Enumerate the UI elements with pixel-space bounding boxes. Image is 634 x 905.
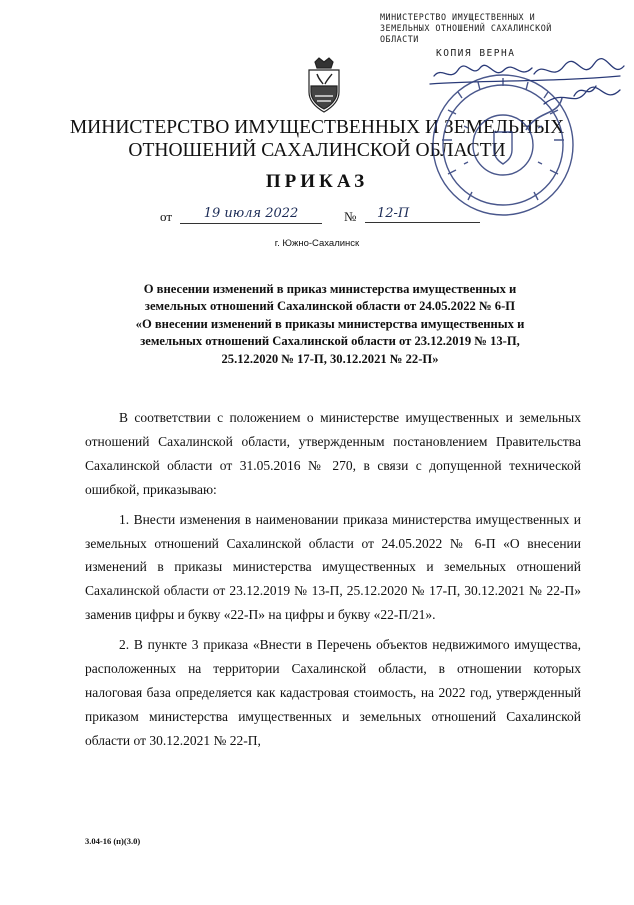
- order-body: [85, 406, 581, 753]
- stamp-line: ЗЕМЕЛЬНЫХ ОТНОШЕНИЙ САХАЛИНСКОЙ: [380, 23, 552, 33]
- order-subject: [100, 281, 560, 368]
- subject-line: О внесении изменений в приказ министерства имущественных и: [143, 282, 517, 296]
- coat-of-arms-emblem: [299, 56, 349, 114]
- ministry-name-line: ОТНОШЕНИЙ САХАЛИНСКОЙ ОБЛАСТИ: [128, 140, 506, 161]
- from-label: от: [160, 209, 173, 224]
- preamble-paragraph: В соответствии с положением о министерстве имущественных и земельных отношений Сахалинской области, утвержденным постановлением Правительства Сахалинской области от 31.05.2016 № 270, в связи с допущенной технической ошибкой, приказываю:: [85, 410, 581, 497]
- order-date-number: [160, 206, 500, 228]
- subject-line: земельных отношений Сахалинской области от 24.05.2022 № 6-П: [144, 299, 516, 314]
- ministry-stamp: [380, 12, 620, 45]
- city-line: г. Южно-Сахалинск: [274, 238, 360, 249]
- item-2-paragraph: 2. В пункте 3 приказа «Внести в Перечень объектов недвижимого имущества, расположенных на территории Сахалинской области, в отношении которых налоговая база определяется как кадастровая стоимость, на 2022 год, утвержденный приказом министерства имущественных и земельных отношений Сахалинской области от 30.12.2021 № 22-П,: [85, 637, 581, 748]
- copy-verified-label: КОПИЯ ВЕРНА: [436, 48, 516, 59]
- order-date: 19 июля 2022: [180, 206, 322, 224]
- subject-line: «О внесении изменений в приказы министерства имущественных и: [135, 316, 525, 331]
- stamp-line: ОБЛАСТИ: [380, 34, 419, 44]
- official-seal: [428, 70, 578, 220]
- subject-line: земельных отношений Сахалинской области от 23.12.2019 № 13-П,: [140, 334, 520, 349]
- ministry-name-line: МИНИСТЕРСТВО ИМУЩЕСТВЕННЫХ И ЗЕМЕЛЬНЫХ: [69, 117, 565, 138]
- item-1-paragraph: 1. Внести изменения в наименовании приказа министерства имущественных и земельных отношений Сахалинской области от 24.05.2022 № 6-П «О внесении изменений в приказы министерства имущественных и земельных отношений Сахалинской области от 23.12.2019 № 13-П, 25.12.2020 № 17-П, 30.12.2021 № 22-П» заменив цифры и букву «22-П» на цифры и букву «22-П/21».: [85, 511, 581, 623]
- document-type-title: ПРИКАЗ: [265, 171, 369, 192]
- subject-line: 25.12.2020 № 17-П, 30.12.2021 № 22-П»: [221, 351, 439, 366]
- number-label: №: [344, 209, 357, 224]
- stamp-line: МИНИСТЕРСТВО ИМУЩЕСТВЕННЫХ И: [380, 12, 536, 22]
- form-code: 3.04-16 (п)(3.0): [85, 836, 141, 846]
- order-number: 12-П: [365, 206, 480, 223]
